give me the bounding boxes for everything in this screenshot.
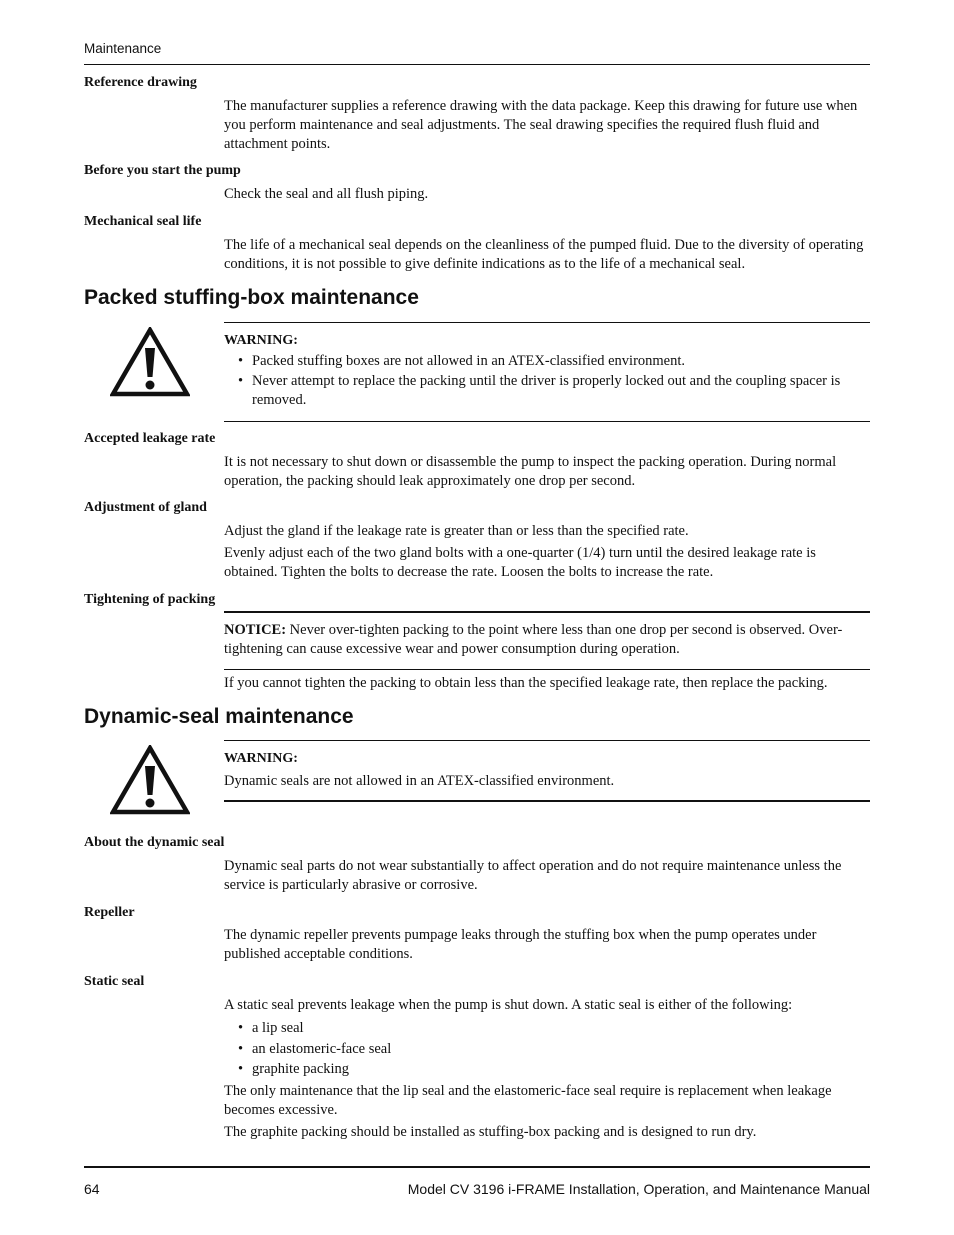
- gland-text-2: Evenly adjust each of the two gland bolts with a one-quarter (1/4) turn until the desired leakage rate is obtained. Tighten the bolts to decrease the rate. Loosen the bolts to increase the rate.: [224, 545, 816, 580]
- packed-warning-block: [224, 331, 872, 410]
- static-seal-text-2: The graphite packing should be installed as stuffing-box packing and is designed to run dry.: [224, 1124, 757, 1140]
- before-start-text: Check the seal and all flush piping.: [224, 186, 429, 202]
- seal-life-text: The life of a mechanical seal depends on the cleanliness of the pumped fluid. Due to the diversity of operating conditions, it is not possible to give definite indications as to the life of a mechanical seal.: [224, 237, 864, 272]
- repeller-text: The dynamic repeller prevents pumpage leaks through the stuffing box when the pump operates under published acceptable conditions.: [224, 927, 817, 962]
- static-seal-text-1: The only maintenance that the lip seal and the elastomeric-face seal require is replacement when leakage becomes excessive.: [224, 1083, 832, 1118]
- about-dynamic-heading: About the dynamic seal: [84, 835, 225, 850]
- warning-label: WARNING:: [224, 333, 298, 348]
- seal-life-heading: Mechanical seal life: [84, 214, 202, 229]
- gland-text-1: Adjust the gland if the leakage rate is greater than or less than the specified rate.: [224, 523, 689, 539]
- manual-title: Model CV 3196 i-FRAME Installation, Operation, and Maintenance Manual: [407, 1181, 870, 1197]
- notice-block: [224, 621, 872, 659]
- tightening-heading: Tightening of packing: [84, 592, 216, 607]
- warning-triangle-icon: [110, 327, 190, 397]
- page-number: 64: [84, 1181, 100, 1197]
- reference-drawing-heading: Reference drawing: [84, 75, 197, 90]
- static-seal-intro: A static seal prevents leakage when the pump is shut down. A static seal is either of the following:: [224, 997, 793, 1013]
- warning-item: • Never attempt to replace the packing until the driver is properly locked out and the coupling spacer is removed.: [224, 372, 872, 410]
- static-seal-list: [224, 1018, 872, 1080]
- warning-bottom-rule: [224, 800, 870, 802]
- list-item: • a lip seal: [224, 1018, 872, 1039]
- notice-top-rule: [224, 611, 870, 613]
- warning-triangle-icon: [110, 745, 190, 815]
- warning-top-rule: [224, 740, 870, 741]
- warning-list: [224, 352, 872, 410]
- warning-bottom-rule: [224, 421, 870, 422]
- footer-rule: [84, 1166, 870, 1168]
- warning-item: • Packed stuffing boxes are not allowed in an ATEX-classified environment.: [224, 352, 872, 371]
- repeller-heading: Repeller: [84, 905, 135, 920]
- notice-text: Never over-tighten packing to the point where less than one drop per second is observed. Over-tightening can cause excessive wear and power consumption during operation.: [224, 622, 843, 657]
- list-item: • an elastomeric-face seal: [224, 1039, 872, 1060]
- static-seal-heading: Static seal: [84, 974, 145, 989]
- tightening-text: If you cannot tighten the packing to obtain less than the specified leakage rate, then replace the packing.: [224, 675, 828, 691]
- header-rule: [84, 64, 870, 65]
- notice-label: NOTICE:: [224, 622, 287, 638]
- before-start-heading: Before you start the pump: [84, 163, 241, 178]
- warning-text: Dynamic seals are not allowed in an ATEX-classified environment.: [224, 773, 615, 789]
- leakage-heading: Accepted leakage rate: [84, 431, 216, 446]
- warning-top-rule: [224, 322, 870, 323]
- reference-drawing-text: The manufacturer supplies a reference drawing with the data package. Keep this drawing for future use when you perform maintenance and seal adjustments. The seal drawing specifies the required flush fluid and attachment points.: [224, 98, 858, 152]
- dynamic-warning-block: [224, 749, 872, 791]
- packed-section-title: Packed stuffing-box maintenance: [84, 286, 419, 309]
- notice-bottom-rule: [224, 669, 870, 670]
- dynamic-section-title: Dynamic-seal maintenance: [84, 705, 354, 728]
- list-item: • graphite packing: [224, 1059, 872, 1080]
- leakage-text: It is not necessary to shut down or disassemble the pump to inspect the packing operation. During normal operation, the packing should leak approximately one drop per second.: [224, 454, 837, 489]
- about-dynamic-text: Dynamic seal parts do not wear substantially to affect operation and do not require maintenance unless the service is particularly abrasive or corrosive.: [224, 858, 842, 893]
- gland-heading: Adjustment of gland: [84, 500, 207, 515]
- running-header: Maintenance: [84, 41, 162, 56]
- warning-label: WARNING:: [224, 751, 298, 766]
